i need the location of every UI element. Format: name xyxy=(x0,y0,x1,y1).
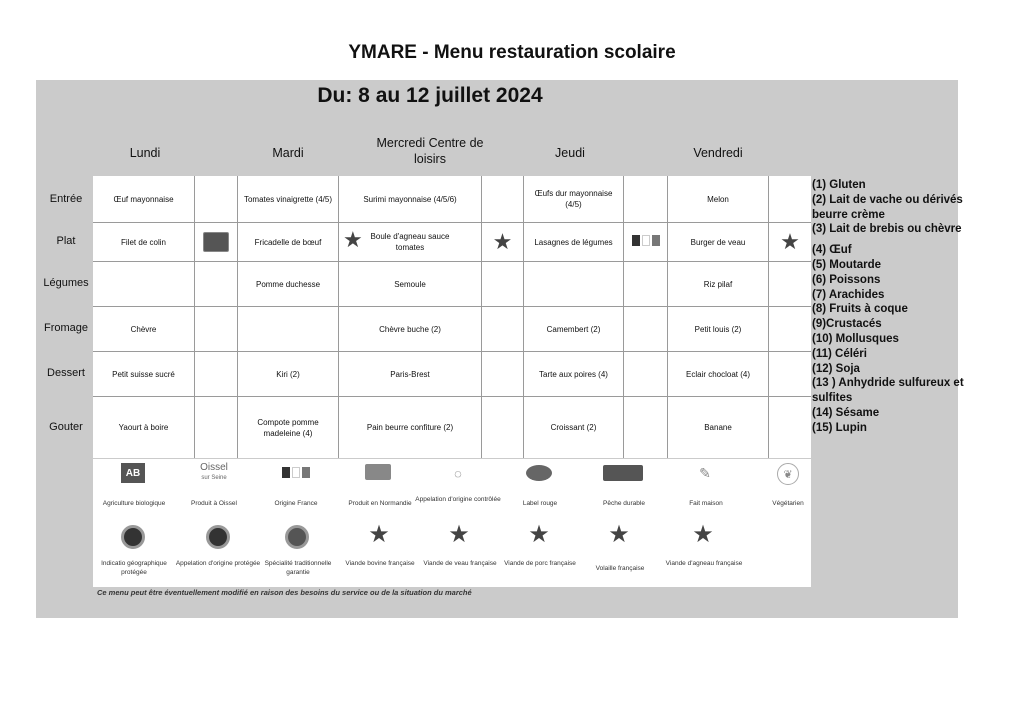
label-cell xyxy=(768,306,811,351)
label-cell xyxy=(623,176,667,222)
label-cell xyxy=(768,261,811,306)
label-cell xyxy=(194,396,237,458)
oissel-logo-icon: Oissel sur Seine xyxy=(200,462,228,481)
menu-cell xyxy=(237,306,338,351)
label-legend xyxy=(93,459,811,587)
allergen-item: (10) Mollusques xyxy=(812,332,899,345)
allergen-item: (4) Œuf xyxy=(812,244,852,257)
footnote: Ce menu peut être éventuellement modifié en raison des besoins du service ou de la situation du marché xyxy=(97,588,472,597)
menu-cell: Chèvre buche (2) xyxy=(338,306,481,351)
legend-label: Label rouge xyxy=(522,500,558,507)
menu-cell: Boule d'agneau sauce tomates xyxy=(338,222,481,261)
allergen-item: (13 ) Anhydride sulfureux et sulfites xyxy=(812,377,964,405)
menu-cell: Pomme duchesse xyxy=(237,261,338,306)
allergen-list xyxy=(812,178,982,436)
menu-cell: Tarte aux poires (4) xyxy=(523,351,623,396)
menu-cell: Filet de colin xyxy=(93,222,194,261)
row-label-gouter: Gouter xyxy=(49,421,83,433)
legend-label: Spécialité traditionnelle garantie xyxy=(264,560,332,576)
menu-cell: Kiri (2) xyxy=(237,351,338,396)
menu-cell: Melon xyxy=(667,176,768,222)
menu-cell: Œufs dur mayonnaise (4/5) xyxy=(523,176,623,222)
legend-label: Produit en Normandie xyxy=(348,500,412,507)
aop-icon xyxy=(206,525,230,549)
viande-agneau-icon: ★ xyxy=(692,521,714,548)
row-label-dessert: Dessert xyxy=(47,367,85,379)
allergen-item: (2) Lait de vache ou dérivés beurre crème xyxy=(812,193,963,221)
legend-label: Indicatio géographique protégée xyxy=(101,560,167,576)
menu-cell: Camembert (2) xyxy=(523,306,623,351)
vegetarien-icon: ❦ xyxy=(777,463,799,485)
label-cell xyxy=(481,176,523,222)
menu-cell: Banane xyxy=(667,396,768,458)
label-cell xyxy=(481,222,523,261)
stg-icon xyxy=(285,525,309,549)
allergen-item: (9)Crustacés xyxy=(812,318,882,331)
menu-cell: Croissant (2) xyxy=(523,396,623,458)
label-cell xyxy=(481,261,523,306)
menu-cell: Paris-Brest xyxy=(338,351,481,396)
row-label-fromage: Fromage xyxy=(43,322,89,334)
label-cell xyxy=(481,396,523,458)
label-cell xyxy=(481,306,523,351)
viande-porc-icon: ★ xyxy=(528,521,550,548)
label-cell xyxy=(623,396,667,458)
allergen-item: (7) Arachides xyxy=(812,288,885,301)
origine-france-icon xyxy=(631,235,661,249)
allergen-item: (15) Lupin xyxy=(812,421,867,434)
legend-label: Volaille française xyxy=(595,565,645,572)
label-cell xyxy=(194,351,237,396)
label-cell xyxy=(768,351,811,396)
produit-normandie-icon xyxy=(365,464,391,480)
menu-cell: Surimi mayonnaise (4/5/6) xyxy=(338,176,481,222)
igp-icon xyxy=(121,525,145,549)
menu-cell: Œuf mayonnaise xyxy=(113,194,174,204)
row-label-entree: Entrée xyxy=(49,193,83,205)
allergen-item: (3) Lait de brebis ou chèvre xyxy=(812,223,962,236)
menu-cell: Pain beurre confiture (2) xyxy=(338,396,481,458)
menu-cell xyxy=(523,261,623,306)
peche-durable-icon xyxy=(601,463,645,483)
legend-label: Viande de porc française xyxy=(504,560,576,567)
menu-cell: Riz pilaf xyxy=(667,261,768,306)
label-cell xyxy=(623,261,667,306)
menu-cell: Chèvre xyxy=(93,306,194,351)
day-header-mardi: Mardi xyxy=(272,146,304,160)
label-cell xyxy=(768,176,811,222)
allergen-item: (12) Soja xyxy=(812,362,860,375)
menu-cell: Tomates vinaigrette (4/5) xyxy=(237,176,338,222)
menu-cell: Petit louis (2) xyxy=(667,306,768,351)
legend-label: Origine France xyxy=(274,500,318,507)
menu-cell: Fricadelle de bœuf xyxy=(237,222,338,261)
label-cell xyxy=(194,261,237,306)
menu-cell: Burger de veau xyxy=(667,222,768,261)
legend-label: Pêche durable xyxy=(603,500,645,507)
label-cell xyxy=(194,222,237,261)
viande-agneau-icon: ★ xyxy=(492,229,513,254)
viande-agneau-icon: ★ xyxy=(343,227,363,252)
peche-durable-icon xyxy=(203,232,229,252)
label-cell xyxy=(194,306,237,351)
menu-cell: Semoule xyxy=(338,261,481,306)
legend-label: Viande d'agneau française xyxy=(665,560,743,567)
viande-veau-icon: ★ xyxy=(780,229,800,254)
legend-label: Végétarien xyxy=(772,500,804,507)
page-title: YMARE - Menu restauration scolaire xyxy=(348,42,676,63)
menu-cell: Eclair chocloat (4) xyxy=(667,351,768,396)
allergen-item: (1) Gluten xyxy=(812,179,866,191)
allergen-item: (14) Sésame xyxy=(812,406,880,419)
menu-cell: Compote pomme madeleine (4) xyxy=(237,396,338,458)
agriculture-bio-icon: AB xyxy=(121,463,145,483)
menu-cell: Yaourt à boire xyxy=(93,396,194,458)
label-cell xyxy=(481,351,523,396)
row-label-plat: Plat xyxy=(56,235,76,247)
legend-label: Viande de veau française xyxy=(423,560,497,567)
legend-label: Viande bovine française xyxy=(345,560,415,567)
label-cell xyxy=(768,222,811,261)
day-header-lundi: Lundi xyxy=(129,146,161,160)
fait-maison-icon: ✎ xyxy=(699,464,711,481)
label-cell xyxy=(623,306,667,351)
volaille-icon: ★ xyxy=(608,521,630,548)
viande-veau-icon: ★ xyxy=(448,521,470,548)
origine-france-icon xyxy=(281,465,311,479)
allergen-item: (11) Céléri xyxy=(812,347,867,360)
label-cell xyxy=(623,351,667,396)
day-header-mercredi: Mercredi Centre de loisirs xyxy=(376,136,484,166)
menu-grid xyxy=(93,176,811,458)
menu-cell: Petit suisse sucré xyxy=(93,351,194,396)
allergen-item: (8) Fruits à coque xyxy=(812,303,908,316)
legend-label: Appelation d'origine protégée xyxy=(175,560,261,567)
allergen-item: (6) Poissons xyxy=(812,273,881,286)
legend-label: Fait maison xyxy=(689,500,723,507)
menu-cell xyxy=(93,261,194,306)
legend-label: Produit à Oissel xyxy=(191,500,237,507)
day-header-jeudi: Jeudi xyxy=(555,146,585,160)
row-label-legumes: Légumes xyxy=(43,277,89,289)
day-header-vendredi: Vendredi xyxy=(693,146,743,160)
aoc-icon: ◌ xyxy=(454,465,462,481)
allergen-item: (5) Moutarde xyxy=(812,258,881,271)
label-cell xyxy=(768,396,811,458)
viande-bovine-icon: ★ xyxy=(368,521,390,548)
legend-label: Agriculture biologique xyxy=(102,500,166,507)
menu-cell: Lasagnes de légumes xyxy=(523,222,623,261)
label-cell xyxy=(623,222,667,261)
label-rouge-icon xyxy=(525,463,553,483)
legend-label: Appelation d'origine contrôlée xyxy=(415,496,501,503)
week-dates: Du: 8 au 12 juillet 2024 xyxy=(317,84,543,107)
label-cell xyxy=(194,176,237,222)
